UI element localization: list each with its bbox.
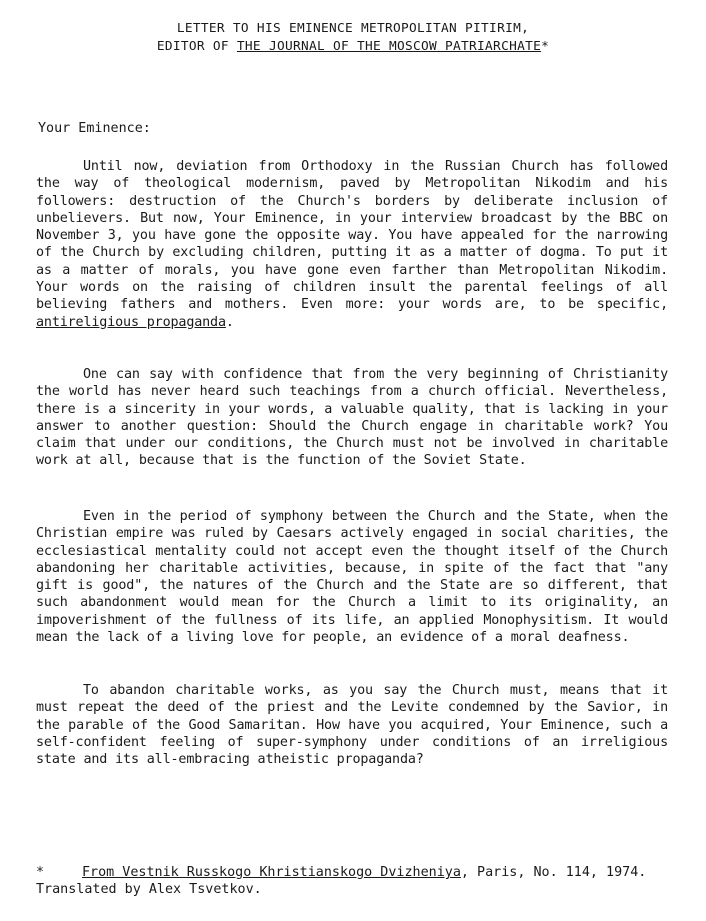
paragraph-1-end: . [225,314,234,330]
title-line-2 [0,38,706,56]
footnote-rest: , Paris, No. 114, 1974. Translated by Alex Tsvetkov. [36,865,647,897]
footnote [36,864,668,898]
paragraph-3 [36,508,668,646]
paragraph-1-text: Until now, deviation from Orthodoxy in the Russian Church has followed the way of theological modernism, paved by Metropolitan Nikodim and his followers: destruction of the Church's borders by deliberate inclusion of unbelievers. But now, Your Eminence, in your interview broadcast by the BBC on November 3, you have gone the opposite way. You have appealed for the narrowing of the Church by excluding children, putting it as a matter of dogma. To put it as a matter of morals, you have gone even farther than Metropolitan Nikodim. Your words on the raising of children insult the parental feelings of all believing fathers and mothers. Even more: your words are, to be specific, [36,159,668,313]
paragraph-2 [36,366,668,470]
letter-title [0,20,706,56]
paragraph-1-emphasis: antireligious propaganda [36,314,226,330]
footnote-marker: * [36,865,45,880]
title-line-2-prefix: EDITOR OF [156,39,237,54]
title-line-1: LETTER TO HIS EMINENCE METROPOLITAN PITIRIM, [176,21,530,36]
salutation: Your Eminence: [38,121,151,136]
footnote-source: From Vestnik Russkogo Khristianskogo Dvizheniya [82,865,461,880]
paragraph-4 [36,682,668,768]
paragraph-1 [36,158,668,331]
paragraph-3-text: Even in the period of symphony between the Church and the State, when the Christian empire was ruled by Caesars actively engaged in social charities, the ecclesiastical mentality could not accept even the thought itself of the Church abandoning her charitable activities, because, in spite of the fact that "any gift is good", the natures of the Church and the State are so different, that such abandonment would mean for the Church a limit to its originality, an impoverishment of the fullness of its life, an applied Monophysitism. It would mean the lack of a living love for people, an evidence of a moral deafness. [36,509,668,646]
footnote-marker-title: * [541,39,550,54]
journal-name: THE JOURNAL OF THE MOSCOW PATRIARCHATE [236,39,542,54]
paragraph-2-text: One can say with confidence that from the very beginning of Christianity the world has never heard such teachings from a church official. Nevertheless, there is a sincerity in your words, a valuable quality, that is lacking in your answer to another question: Should the Church engage in charitable work? You claim that under our conditions, the Church must not be involved in charitable work at all, because that is the function of the Soviet State. [36,367,668,469]
paragraph-4-text: To abandon charitable works, as you say the Church must, means that it must repeat the deed of the priest and the Levite condemned by the Savior, in the parable of the Good Samaritan. How have you acquired, Your Eminence, such a self-confident feeling of super-symphony under conditions of an irreligious state and its all-embracing atheistic propaganda? [36,683,668,768]
